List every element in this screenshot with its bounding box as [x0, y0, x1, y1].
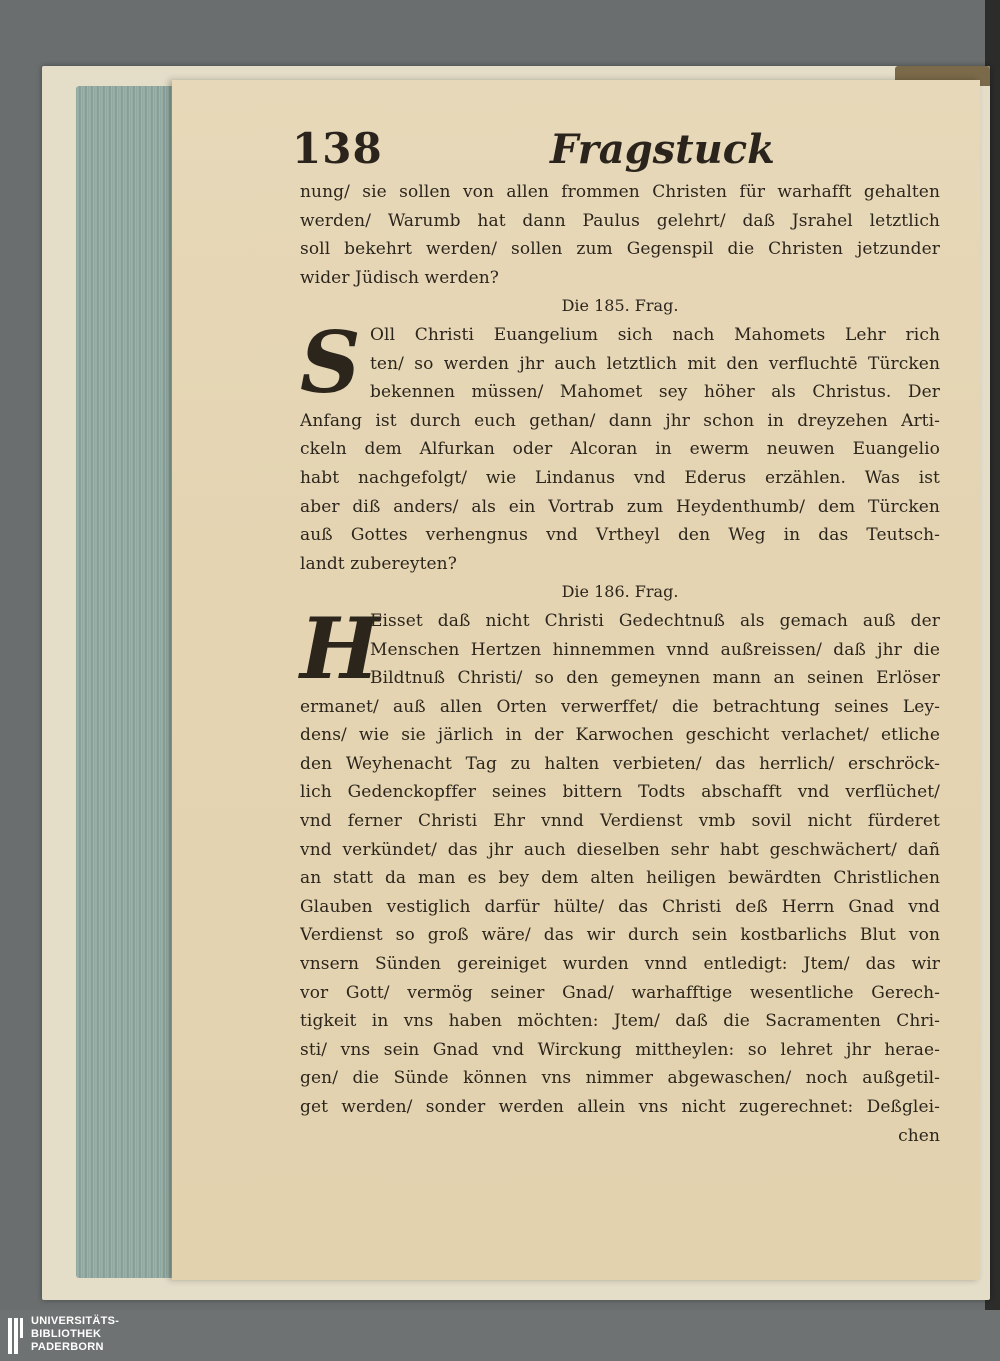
library-logo-icon [6, 1316, 24, 1356]
question-paragraph [300, 312, 940, 578]
drop-capital: H [300, 598, 380, 698]
text-line: landt zubereyten? [300, 553, 457, 574]
library-name-line: PADERBORN [31, 1341, 104, 1353]
text-line: Verdienst so groß wäre/ das wir durch sein kostbarlichs Blut von [300, 925, 940, 946]
page-header [292, 124, 952, 184]
text-line: vnd ferner Christi Ehr vnnd Verdienst vmb sovil nicht fürderet [300, 811, 940, 832]
text-line: ten/ so werden jhr auch letztlich mit den verfluchtē Türcken [370, 353, 940, 374]
catchword: chen [898, 1125, 940, 1146]
text-line: sti/ vns sein Gnad vnd Wirckung mittheylen: so lehret jhr herae- [300, 1039, 940, 1060]
text-line: an statt da man es bey dem alten heiligen bewärdten Christlichen [300, 868, 940, 889]
library-name-line: BIBLIOTHEK [31, 1328, 102, 1340]
text-line: habt nachgefolgt/ wie Lindanus vnd Ederus erzählen. Was ist [300, 467, 940, 488]
text-line: lich Gedenckopffer seines bittern Todts abschafft vnd verflüchet/ [300, 782, 940, 803]
text-line: auß Gottes verhengnus vnd Vrtheyl den Weg in das Teutsch- [300, 525, 940, 546]
text-line: vnd verkündet/ das jhr auch dieselben sehr habt geschwächert/ dañ [300, 839, 940, 860]
question-paragraph [300, 598, 940, 1150]
library-name-line: UNIVERSITÄTS- [31, 1315, 120, 1327]
text-line: den Weyhenacht Tag zu halten verbieten/ das herrlich/ erschröck- [300, 753, 940, 774]
text-line: wider Jüdisch werden? [300, 267, 499, 288]
text-line: Menschen Hertzen hinnemmen vnnd außreissen/ daß jhr die [370, 639, 940, 660]
text-line: ermanet/ auß allen Orten verwerffet/ die betrachtung seines Ley- [300, 696, 940, 717]
library-name [31, 1315, 119, 1354]
text-line: Bildtnuß Christi/ so den gemeynen mann an seinen Erlöser [370, 668, 940, 689]
text-line: vor Gott/ vermög seiner Gnad/ warhafftige wesentliche Gerech- [300, 982, 940, 1003]
text-line: gen/ die Sünde können vns nimmer abgewaschen/ noch außgetil- [300, 1068, 940, 1089]
drop-capital: S [300, 312, 361, 412]
text-line: soll bekehrt werden/ sollen zum Gegenspil die Christen jetzunder [300, 239, 940, 260]
running-title: Fragstuck [550, 126, 775, 173]
text-line: dens/ wie sie järlich in der Karwochen geschicht verlachet/ etliche [300, 725, 940, 746]
text-line: Oll Christi Euangelium sich nach Mahomets Lehr rich [370, 324, 940, 345]
text-line: tigkeit in vns haben möchten: Jtem/ daß die Sacramenten Chri- [300, 1011, 940, 1032]
text-line: get werden/ sonder werden allein vns nicht zugerechnet: Deßglei- [300, 1097, 940, 1117]
text-line: ckeln dem Alfurkan oder Alcoran in ewerm neuwen Euangelio [300, 439, 940, 460]
text-line: Glauben vestiglich darfür hülte/ das Christi deß Herrn Gnad vnd [300, 896, 940, 917]
text-line: bekennen müssen/ Mahomet sey höher als Christus. Der [370, 382, 940, 403]
text-line: aber diß anders/ als ein Vortrab zum Heydenthumb/ dem Türcken [300, 496, 940, 517]
text-line: nung/ sie sollen von allen frommen Christen für warhafft gehalten [300, 182, 940, 202]
question-heading: Die 186. Frag. [561, 582, 679, 602]
text-line: Anfang ist durch euch gethan/ dann jhr schon in dreyzehen Arti- [300, 410, 940, 431]
text-line: werden/ Warumb hat dann Paulus gelehrt/ daß Jsrahel letztlich [300, 210, 940, 231]
page-text [300, 178, 940, 1150]
text-line: vnsern Sünden gereiniget wurden vnnd entledigt: Jtem/ das wir [300, 954, 940, 975]
library-footer [0, 1310, 1000, 1361]
continuation-paragraph [300, 178, 940, 292]
page-number: 138 [292, 124, 383, 173]
question-heading: Die 185. Frag. [561, 296, 679, 316]
text-line: Eisset daß nicht Christi Gedechtnuß als gemach auß der [370, 610, 940, 631]
